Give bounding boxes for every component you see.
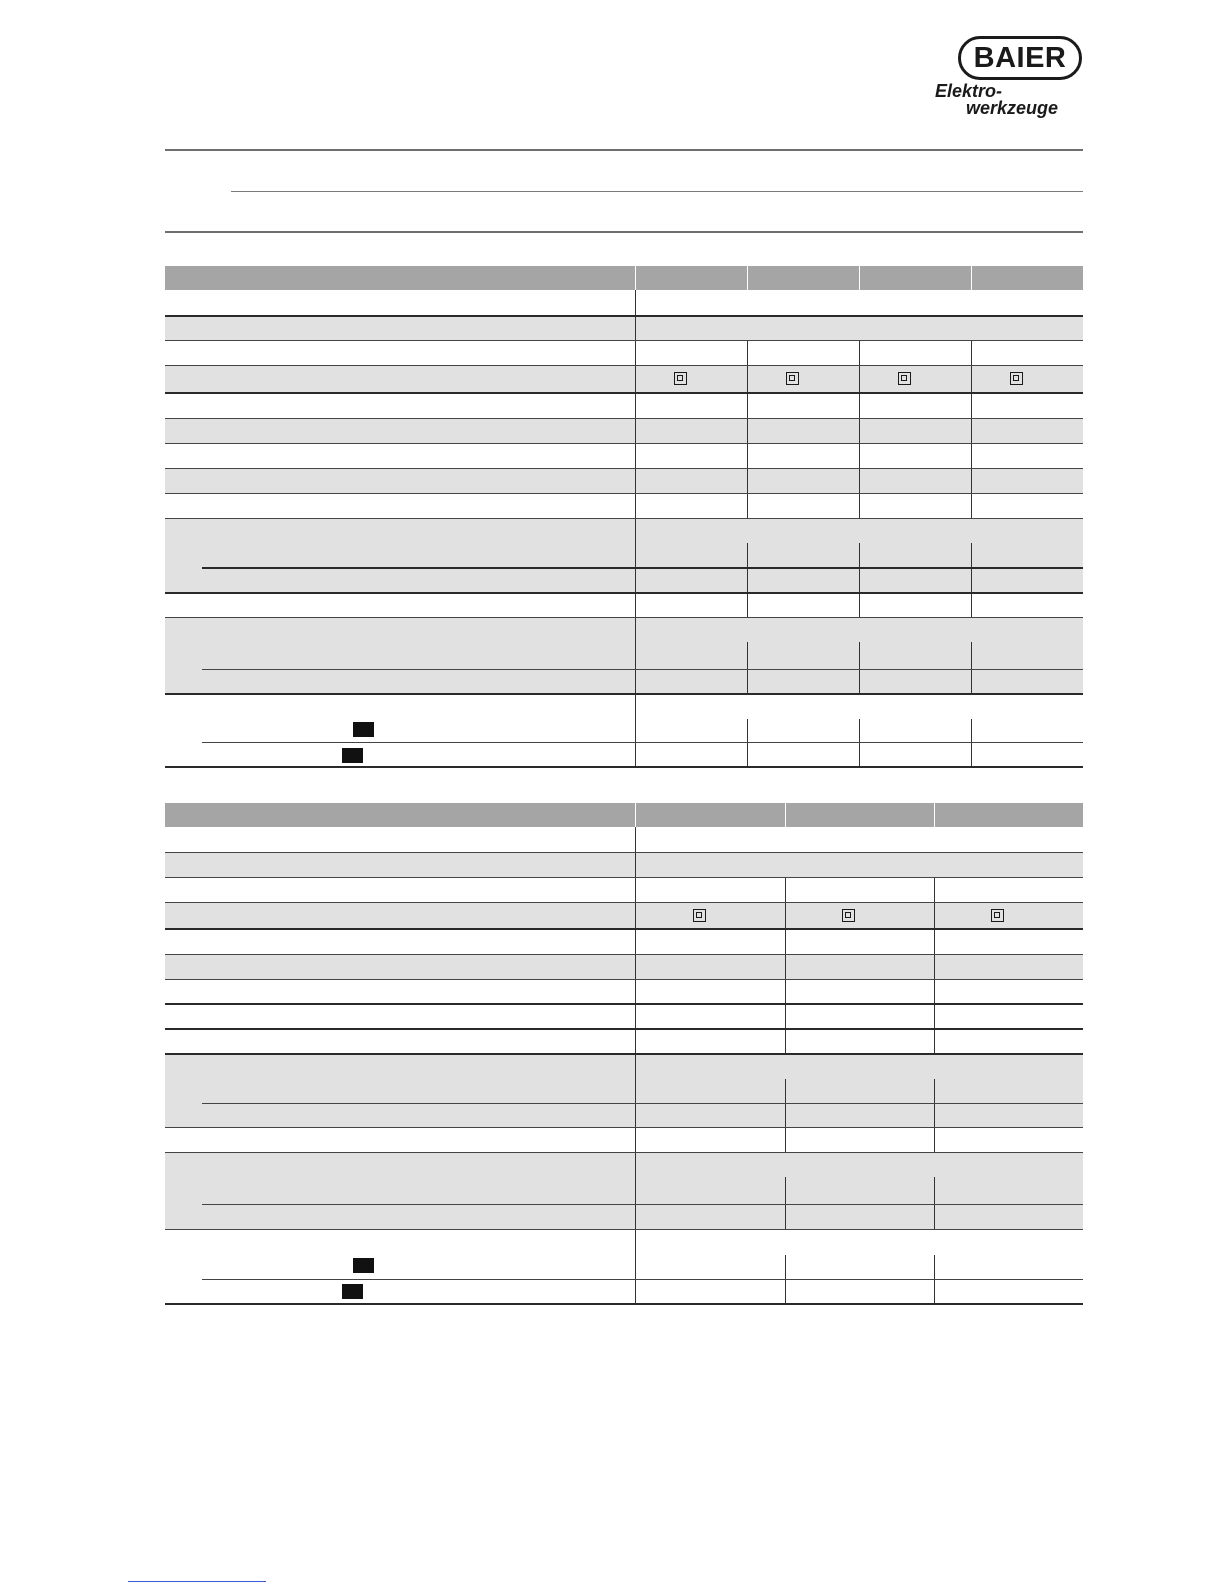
table-row — [165, 852, 1083, 877]
black-square-icon — [342, 748, 363, 763]
column-divider — [859, 494, 860, 518]
brand-logo — [935, 36, 1095, 120]
column-divider — [971, 341, 972, 365]
header-rule-bottom — [165, 231, 1083, 233]
column-divider — [747, 594, 748, 617]
column-divider — [747, 341, 748, 365]
column-divider — [635, 366, 636, 392]
column-divider — [785, 930, 786, 954]
column-divider — [635, 1230, 636, 1303]
column-divider — [635, 930, 636, 954]
column-divider — [635, 1153, 636, 1229]
spec-table-1 — [165, 266, 1083, 768]
column-divider — [859, 341, 860, 365]
column-divider — [747, 642, 748, 693]
table-row — [165, 468, 1083, 493]
column-divider — [747, 444, 748, 468]
column-divider — [785, 1128, 786, 1152]
column-divider — [635, 980, 636, 1003]
protection-class-icon — [693, 909, 706, 922]
table-row — [165, 1003, 1083, 1028]
brand-subtitle-line1: Elektro- — [935, 81, 1003, 101]
column-divider — [971, 469, 972, 493]
column-divider — [785, 1005, 786, 1028]
column-divider — [971, 394, 972, 418]
protection-class-icon — [674, 372, 687, 385]
column-divider — [635, 695, 636, 766]
column-divider — [747, 266, 748, 290]
row-divider — [202, 669, 1083, 670]
column-divider — [859, 444, 860, 468]
table-row-group — [165, 617, 1083, 693]
column-divider — [635, 419, 636, 443]
row-divider — [202, 1204, 1083, 1205]
column-divider — [747, 419, 748, 443]
table-row — [165, 315, 1083, 340]
column-divider — [934, 903, 935, 928]
row-divider — [202, 1103, 1083, 1104]
table-row — [165, 418, 1083, 443]
column-divider — [747, 366, 748, 392]
column-divider — [635, 1055, 636, 1127]
column-divider — [785, 980, 786, 1003]
column-divider — [635, 317, 636, 340]
column-divider — [934, 980, 935, 1003]
column-divider — [859, 469, 860, 493]
table-row — [165, 954, 1083, 979]
table-row — [165, 979, 1083, 1003]
column-divider — [971, 494, 972, 518]
column-divider — [971, 594, 972, 617]
column-divider — [635, 519, 636, 592]
table-row — [165, 592, 1083, 617]
column-divider — [747, 394, 748, 418]
column-divider — [971, 444, 972, 468]
protection-class-icon — [786, 372, 799, 385]
column-divider — [747, 469, 748, 493]
column-divider — [785, 903, 786, 928]
table-row — [165, 930, 1083, 954]
table-row-group — [165, 1229, 1083, 1305]
column-divider — [859, 642, 860, 693]
protection-class-icon — [898, 372, 911, 385]
column-divider — [859, 266, 860, 290]
column-divider — [859, 594, 860, 617]
header-rule-middle — [231, 191, 1083, 192]
table-row — [165, 394, 1083, 418]
column-divider — [971, 419, 972, 443]
protection-class-icon — [1010, 372, 1023, 385]
column-divider — [971, 366, 972, 392]
column-divider — [635, 1005, 636, 1028]
column-divider — [934, 1005, 935, 1028]
column-divider — [934, 1128, 935, 1152]
table-header — [165, 266, 1083, 290]
table-row — [165, 340, 1083, 365]
column-divider — [635, 853, 636, 877]
column-divider — [635, 341, 636, 365]
column-divider — [635, 444, 636, 468]
column-divider — [934, 1177, 935, 1229]
column-divider — [934, 878, 935, 902]
table-row-group — [165, 1152, 1083, 1229]
column-divider — [859, 394, 860, 418]
black-square-icon — [342, 1284, 363, 1299]
column-divider — [635, 827, 636, 852]
column-divider — [635, 494, 636, 518]
column-divider — [635, 1030, 636, 1053]
table-row-group — [165, 1053, 1083, 1127]
column-divider — [859, 419, 860, 443]
table-row — [165, 877, 1083, 902]
column-divider — [635, 394, 636, 418]
table-row — [165, 493, 1083, 518]
spec-table-2 — [165, 803, 1083, 1305]
column-divider — [635, 594, 636, 617]
black-square-icon — [353, 1258, 374, 1273]
table-row — [165, 443, 1083, 468]
column-divider — [635, 1128, 636, 1152]
table-row — [165, 827, 1083, 852]
protection-class-icon — [842, 909, 855, 922]
column-divider — [785, 878, 786, 902]
table-row-group — [165, 693, 1083, 768]
table-row — [165, 1028, 1083, 1053]
table-header — [165, 803, 1083, 827]
column-divider — [785, 803, 786, 827]
row-divider — [202, 1279, 1083, 1280]
column-divider — [934, 1030, 935, 1053]
table-row — [165, 902, 1083, 930]
footer-link[interactable] — [128, 1581, 266, 1582]
column-divider — [635, 955, 636, 979]
header-rule-top — [165, 149, 1083, 151]
row-divider — [202, 742, 1083, 743]
column-divider — [785, 1177, 786, 1229]
column-divider — [971, 266, 972, 290]
column-divider — [635, 469, 636, 493]
column-divider — [635, 803, 636, 827]
table-row — [165, 290, 1083, 315]
protection-class-icon — [991, 909, 1004, 922]
brand-subtitle-line2: werkzeuge — [966, 98, 1059, 118]
column-divider — [635, 903, 636, 928]
column-divider — [635, 290, 636, 315]
column-divider — [934, 803, 935, 827]
column-divider — [747, 494, 748, 518]
row-divider — [202, 567, 1083, 569]
column-divider — [635, 878, 636, 902]
column-divider — [785, 955, 786, 979]
table-row — [165, 1127, 1083, 1152]
column-divider — [971, 642, 972, 693]
table-row — [165, 365, 1083, 394]
table-row-group — [165, 518, 1083, 592]
black-square-icon — [353, 722, 374, 737]
column-divider — [635, 266, 636, 290]
column-divider — [934, 955, 935, 979]
column-divider — [785, 1030, 786, 1053]
brand-name: BAIER — [958, 36, 1082, 80]
group-indent — [165, 519, 202, 593]
column-divider — [859, 366, 860, 392]
column-divider — [635, 618, 636, 693]
column-divider — [934, 930, 935, 954]
